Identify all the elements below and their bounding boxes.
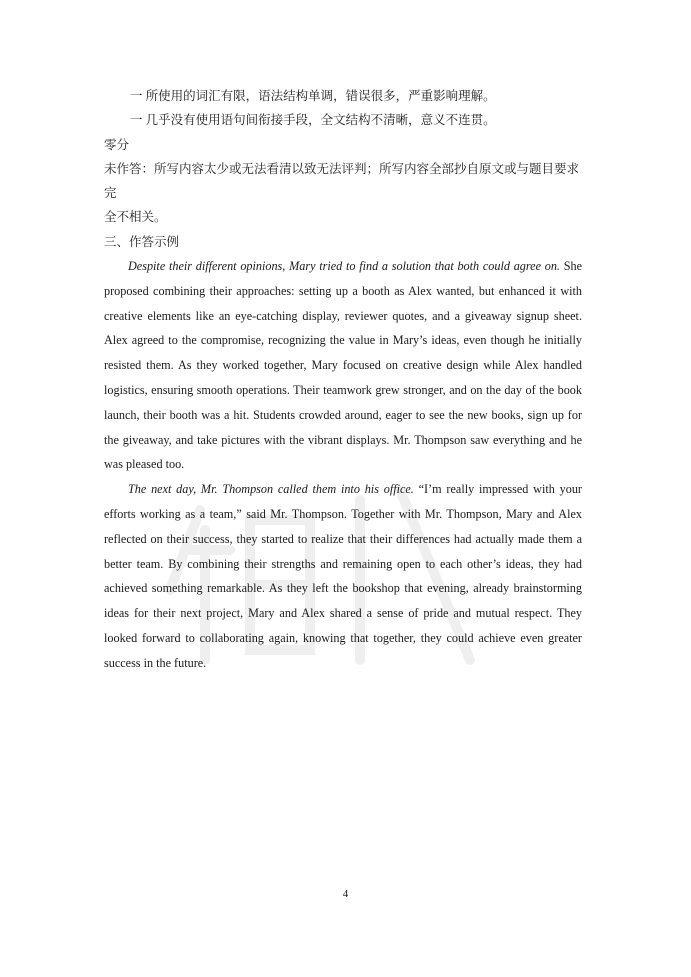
paragraph-2-lead-sentence: The next day, Mr. Thompson called them into his office. — [128, 482, 414, 497]
sample-answer-heading: 三、作答示例 — [104, 234, 180, 249]
document-content — [104, 84, 582, 676]
paragraph-1-lead-sentence: Despite their different opinions, Mary tried to find a solution that both could agree on. — [128, 259, 560, 274]
zero-score-heading: 零分 — [104, 137, 130, 152]
sample-paragraph-1 — [104, 254, 582, 477]
criteria-bullet-cohesion: 一 几乎没有使用语句间衔接手段，全文结构不清晰，意义不连贯。 — [130, 113, 496, 128]
paragraph-1-body: She proposed combining their approaches: setting up a booth as Alex wanted, but enhanced it with creative elements like an eye-catching display, reviewer quotes, and a giveaway signup sheet. Alex agreed to the compromise, recognizing the value in Mary’s ideas, even though he initially resisted them. As they worked together, Mary focused on creative design while Alex handled logistics, ensuring smooth operations. Their teamwork grew stronger, and on the day of the book launch, their booth was a hit. Students crowded around, eager to see the new books, sign up for the giveaway, and take pictures with the vibrant displays. Mr. Thompson saw everything and he was pleased too. — [104, 259, 582, 472]
sample-paragraph-2 — [104, 477, 582, 675]
page-number: 4 — [342, 888, 349, 900]
paragraph-2-body: “I’m really impressed with your efforts working as a team,” said Mr. Thompson. Together with Mr. Thompson, Mary and Alex reflected on their success, they started to realize that their differences had actually made them a better team. By combining their strengths and remaining open to each other’s ideas, they had achieved something remarkable. As they left the bookshop that evening, already brainstorming ideas for their next project, Mary and Alex shared a sense of pride and mutual respect. They looked forward to collaborating again, knowing that together, they could achieve even greater success in the future. — [104, 482, 582, 670]
unanswered-criteria-line-2: 全不相关。 — [104, 210, 167, 225]
unanswered-criteria-line-1: 未作答：所写内容太少或无法看清以致无法评判；所写内容全部抄自原文或与题目要求完 — [104, 161, 580, 201]
criteria-bullet-vocabulary: 一 所使用的词汇有限，语法结构单调，错误很多，严重影响理解。 — [130, 89, 496, 103]
